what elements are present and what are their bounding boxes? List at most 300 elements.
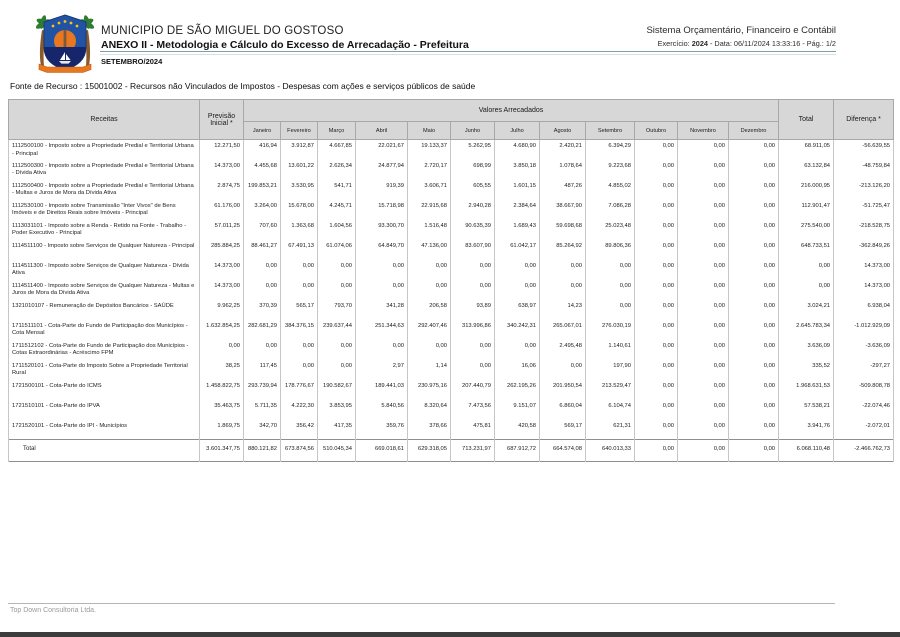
value-cell: 0,00 — [495, 280, 540, 300]
value-cell: 335,52 — [779, 360, 834, 380]
value-cell: 0,00 — [408, 340, 451, 360]
value-cell: 0,00 — [678, 400, 729, 420]
value-cell: 3.636,09 — [779, 340, 834, 360]
value-cell: 0,00 — [678, 280, 729, 300]
value-cell: 61.176,00 — [200, 200, 244, 220]
system-info-block — [646, 25, 836, 48]
value-cell: -1.012.929,09 — [834, 320, 894, 340]
receita-label: Total — [9, 440, 200, 462]
value-cell: 14.373,00 — [834, 260, 894, 280]
month-column-header: Agosto — [540, 122, 586, 140]
footer-company: Top Down Consultoria Ltda. — [10, 607, 96, 614]
value-cell: 3.530,95 — [281, 180, 318, 200]
value-cell: 416,94 — [244, 140, 281, 160]
value-cell: 14.373,00 — [200, 260, 244, 280]
value-cell: 0,00 — [729, 400, 779, 420]
value-cell: 510.045,34 — [318, 440, 356, 462]
receita-label: 1321010107 - Remuneração de Depósitos Bancários - SAÚDE — [9, 300, 200, 320]
receita-label: 1721500101 - Cota-Parte do ICMS — [9, 380, 200, 400]
receita-label: 1113031101 - Imposto sobre a Renda - Retido na Fonte - Trabalho - Poder Executivo - Principal — [9, 220, 200, 240]
value-cell: -2.466.762,73 — [834, 440, 894, 462]
value-cell: 199.853,21 — [244, 180, 281, 200]
value-cell: 83.607,90 — [451, 240, 495, 260]
value-cell: 0,00 — [678, 320, 729, 340]
value-cell: 2.720,17 — [408, 160, 451, 180]
value-cell: 1.140,61 — [586, 340, 635, 360]
value-cell: -297,27 — [834, 360, 894, 380]
month-column-header: Setembro — [586, 122, 635, 140]
value-cell: 63.132,84 — [779, 160, 834, 180]
value-cell: 0,00 — [678, 360, 729, 380]
value-cell: 0,00 — [540, 280, 586, 300]
value-cell: 2.495,48 — [540, 340, 586, 360]
value-cell: 0,00 — [729, 380, 779, 400]
value-cell: 313.996,86 — [451, 320, 495, 340]
value-cell: 0,00 — [356, 340, 408, 360]
value-cell: 0,00 — [678, 220, 729, 240]
value-cell: -213.126,20 — [834, 180, 894, 200]
value-cell: 0,00 — [729, 340, 779, 360]
value-cell: 1.604,56 — [318, 220, 356, 240]
value-cell: 0,00 — [729, 240, 779, 260]
value-cell: 61.074,06 — [318, 240, 356, 260]
table-row — [9, 140, 894, 160]
month-column-header: Março — [318, 122, 356, 140]
value-cell: 25.023,48 — [586, 220, 635, 240]
value-cell: 341,28 — [356, 300, 408, 320]
value-cell: -362.849,26 — [834, 240, 894, 260]
table-row — [9, 160, 894, 180]
value-cell: 0,00 — [729, 360, 779, 380]
value-cell: 88.461,27 — [244, 240, 281, 260]
table-row — [9, 380, 894, 400]
value-cell: 0,00 — [356, 280, 408, 300]
value-cell: 0,00 — [729, 440, 779, 462]
value-cell: 0,00 — [635, 140, 678, 160]
receita-label: 1711512102 - Cota-Parte do Fundo de Participação dos Municípios - Cotas Extraordinárias - Acréscimo FPM — [9, 340, 200, 360]
value-cell: 230.975,16 — [408, 380, 451, 400]
value-cell: 621,31 — [586, 420, 635, 440]
value-cell: 2.874,75 — [200, 180, 244, 200]
value-cell: 14,23 — [540, 300, 586, 320]
value-cell: 8.320,64 — [408, 400, 451, 420]
table-row — [9, 360, 894, 380]
value-cell: 12.271,50 — [200, 140, 244, 160]
value-cell: -3.636,09 — [834, 340, 894, 360]
value-cell: 0,00 — [678, 420, 729, 440]
value-cell: 3.912,87 — [281, 140, 318, 160]
value-cell: 4.455,68 — [244, 160, 281, 180]
value-cell: 2,97 — [356, 360, 408, 380]
value-cell: 0,00 — [779, 280, 834, 300]
value-cell: 629.318,05 — [408, 440, 451, 462]
value-cell: 38,25 — [200, 360, 244, 380]
value-cell: 7.086,28 — [586, 200, 635, 220]
table-row — [9, 240, 894, 260]
value-cell: 216.000,95 — [779, 180, 834, 200]
table-row — [9, 420, 894, 440]
value-cell: 0,00 — [408, 280, 451, 300]
revenue-table-wrap — [8, 99, 894, 462]
municipality-coat-of-arms-logo — [33, 9, 97, 75]
value-cell: 22.915,68 — [408, 200, 451, 220]
value-cell: 93,89 — [451, 300, 495, 320]
receita-label: 1721510101 - Cota-Parte do IPVA — [9, 400, 200, 420]
value-cell: 0,00 — [678, 300, 729, 320]
value-cell: 22.021,67 — [356, 140, 408, 160]
value-cell: 3.264,00 — [244, 200, 281, 220]
value-cell: 6.068.110,48 — [779, 440, 834, 462]
value-cell: 89.806,36 — [586, 240, 635, 260]
value-cell: 0,00 — [678, 340, 729, 360]
value-cell: 1.601,15 — [495, 180, 540, 200]
value-cell: 213.529,47 — [586, 380, 635, 400]
value-cell: 0,00 — [244, 260, 281, 280]
value-cell: 0,00 — [729, 320, 779, 340]
value-cell: 0,00 — [729, 140, 779, 160]
table-row — [9, 220, 894, 240]
value-cell: 0,00 — [451, 260, 495, 280]
value-cell: -2.072,01 — [834, 420, 894, 440]
value-cell: 475,81 — [451, 420, 495, 440]
value-cell: 669.018,61 — [356, 440, 408, 462]
value-cell: 239.637,44 — [318, 320, 356, 340]
value-cell: -22.074,46 — [834, 400, 894, 420]
value-cell: 1.458.822,75 — [200, 380, 244, 400]
value-cell: 19.133,37 — [408, 140, 451, 160]
value-cell: -51.725,47 — [834, 200, 894, 220]
value-cell: 0,00 — [635, 320, 678, 340]
receita-label: 1114511100 - Imposto sobre Serviços de Qualquer Natureza - Principal — [9, 240, 200, 260]
receita-label: 1112500400 - Imposto sobre a Propriedade Predial e Territorial Urbana - Multas e Juros de Mora da Dívida Ativa — [9, 180, 200, 200]
title-block — [101, 25, 469, 51]
value-cell: 0,00 — [281, 360, 318, 380]
value-cell: 15.678,00 — [281, 200, 318, 220]
value-cell: 2.420,21 — [540, 140, 586, 160]
value-cell: 0,00 — [678, 240, 729, 260]
value-cell: 0,00 — [635, 440, 678, 462]
value-cell: 356,42 — [281, 420, 318, 440]
value-cell: 3.941,76 — [779, 420, 834, 440]
value-cell: 420,58 — [495, 420, 540, 440]
value-cell: 3.853,95 — [318, 400, 356, 420]
value-cell: 370,39 — [244, 300, 281, 320]
value-cell: 293.739,94 — [244, 380, 281, 400]
table-row — [9, 300, 894, 320]
value-cell: 275.540,00 — [779, 220, 834, 240]
column-header-previsao-inicial: Previsão Inicial * — [200, 100, 244, 140]
value-cell: 0,00 — [635, 360, 678, 380]
value-cell: 9.151,07 — [495, 400, 540, 420]
value-cell: 61.042,17 — [495, 240, 540, 260]
lighthouse — [64, 30, 67, 47]
value-cell: 1,14 — [408, 360, 451, 380]
value-cell: 0,00 — [356, 260, 408, 280]
value-cell: 85.264,92 — [540, 240, 586, 260]
value-cell: 0,00 — [635, 220, 678, 240]
value-cell: 38.667,90 — [540, 200, 586, 220]
value-cell: 1.078,64 — [540, 160, 586, 180]
value-cell: 0,00 — [586, 280, 635, 300]
value-cell: 638,97 — [495, 300, 540, 320]
value-cell: -218.528,75 — [834, 220, 894, 240]
table-row — [9, 280, 894, 300]
value-cell: 0,00 — [200, 340, 244, 360]
value-cell: 0,00 — [729, 160, 779, 180]
value-cell: 47.136,00 — [408, 240, 451, 260]
value-cell: 0,00 — [451, 340, 495, 360]
value-cell: 57.011,25 — [200, 220, 244, 240]
value-cell: 4.667,85 — [318, 140, 356, 160]
value-cell: 0,00 — [318, 340, 356, 360]
footer-divider — [8, 603, 835, 604]
value-cell: 112.901,47 — [779, 200, 834, 220]
value-cell: 206,58 — [408, 300, 451, 320]
value-cell: 0,00 — [244, 340, 281, 360]
value-cell: 15.718,98 — [356, 200, 408, 220]
value-cell: 2.940,28 — [451, 200, 495, 220]
value-cell: 0,00 — [729, 180, 779, 200]
value-cell: 0,00 — [678, 140, 729, 160]
value-cell: 0,00 — [540, 260, 586, 280]
value-cell: 0,00 — [678, 200, 729, 220]
value-cell: 3.601.347,75 — [200, 440, 244, 462]
value-cell: 6.104,74 — [586, 400, 635, 420]
value-cell: 14.373,00 — [200, 280, 244, 300]
value-cell: 67.491,13 — [281, 240, 318, 260]
value-cell: 0,00 — [729, 420, 779, 440]
month-column-header: Fevereiro — [281, 122, 318, 140]
value-cell: 5.711,35 — [244, 400, 281, 420]
table-row — [9, 340, 894, 360]
value-cell: 3.850,18 — [495, 160, 540, 180]
column-header-total: Total — [779, 100, 834, 140]
value-cell: 0,00 — [729, 200, 779, 220]
value-cell: 64.849,70 — [356, 240, 408, 260]
value-cell: 0,00 — [244, 280, 281, 300]
value-cell: 0,00 — [729, 300, 779, 320]
value-cell: 178.776,67 — [281, 380, 318, 400]
value-cell: 0,00 — [318, 360, 356, 380]
value-cell: 6.394,29 — [586, 140, 635, 160]
value-cell: 90.635,39 — [451, 220, 495, 240]
value-cell: 0,00 — [678, 380, 729, 400]
value-cell: 0,00 — [678, 180, 729, 200]
month-column-header: Janeiro — [244, 122, 281, 140]
receita-label: 1711520101 - Cota-Parte do Imposto Sobre a Propriedade Territorial Rural — [9, 360, 200, 380]
exercise-year: 2024 — [691, 39, 708, 48]
value-cell: 0,00 — [586, 300, 635, 320]
value-cell: 14.373,00 — [200, 160, 244, 180]
value-cell: -48.759,84 — [834, 160, 894, 180]
window-bottom-edge — [0, 632, 900, 637]
value-cell: -56.639,55 — [834, 140, 894, 160]
value-cell: 262.195,26 — [495, 380, 540, 400]
value-cell: 5.840,56 — [356, 400, 408, 420]
table-total-row — [9, 440, 894, 462]
value-cell: 2.645.783,34 — [779, 320, 834, 340]
value-cell: 673.874,56 — [281, 440, 318, 462]
value-cell: 0,00 — [729, 220, 779, 240]
value-cell: 687.912,72 — [495, 440, 540, 462]
value-cell: 417,35 — [318, 420, 356, 440]
value-cell: 0,00 — [281, 280, 318, 300]
value-cell: 0,00 — [318, 260, 356, 280]
value-cell: 13.601,22 — [281, 160, 318, 180]
report-date-page: - Data: 06/11/2024 13:33:16 - Pág.: 1/2 — [707, 39, 836, 48]
system-title: Sistema Orçamentário, Financeiro e Contábil — [646, 25, 836, 36]
value-cell: 207.440,79 — [451, 380, 495, 400]
value-cell: 541,71 — [318, 180, 356, 200]
value-cell: 0,00 — [779, 260, 834, 280]
value-cell: 4.222,30 — [281, 400, 318, 420]
column-header-receitas: Receitas — [9, 100, 200, 140]
month-column-header: Junho — [451, 122, 495, 140]
value-cell: 4.245,71 — [318, 200, 356, 220]
receita-label: 1112530100 - Imposto sobre Transmissão "Inter Vivos" de Bens Imóveis e de Direitos Reais sobre Imóveis - Principal — [9, 200, 200, 220]
table-row — [9, 180, 894, 200]
table-row — [9, 320, 894, 340]
value-cell: 0,00 — [495, 340, 540, 360]
value-cell: 0,00 — [586, 260, 635, 280]
value-cell: 487,26 — [540, 180, 586, 200]
value-cell: 285.884,25 — [200, 240, 244, 260]
value-cell: 93.300,70 — [356, 220, 408, 240]
value-cell: 0,00 — [729, 280, 779, 300]
receita-label: 1711511101 - Cota-Parte do Fundo de Participação dos Municípios - Cota Mensal — [9, 320, 200, 340]
value-cell: 59.698,68 — [540, 220, 586, 240]
value-cell: 0,00 — [678, 440, 729, 462]
value-cell: 35.463,75 — [200, 400, 244, 420]
table-row — [9, 400, 894, 420]
value-cell: 793,70 — [318, 300, 356, 320]
value-cell: 0,00 — [635, 300, 678, 320]
value-cell: 197,90 — [586, 360, 635, 380]
municipality-name: MUNICIPIO DE SÃO MIGUEL DO GOSTOSO — [101, 25, 344, 37]
value-cell: 9.962,25 — [200, 300, 244, 320]
value-cell: 0,00 — [635, 260, 678, 280]
receita-label: 1112500300 - Imposto sobre a Propriedade Predial e Territorial Urbana - Dívida Ativa — [9, 160, 200, 180]
value-cell: 2.626,34 — [318, 160, 356, 180]
value-cell: 880.121,82 — [244, 440, 281, 462]
value-cell: 14.373,00 — [834, 280, 894, 300]
value-cell: 5.262,95 — [451, 140, 495, 160]
month-column-header: Julho — [495, 122, 540, 140]
value-cell: 0,00 — [495, 260, 540, 280]
report-meta — [646, 39, 836, 48]
value-cell: 648.733,51 — [779, 240, 834, 260]
value-cell: 6.860,04 — [540, 400, 586, 420]
value-cell: 292.407,46 — [408, 320, 451, 340]
value-cell: 4.680,90 — [495, 140, 540, 160]
value-cell: 16,06 — [495, 360, 540, 380]
value-cell: 664.574,08 — [540, 440, 586, 462]
value-cell: 0,00 — [451, 280, 495, 300]
value-cell: 0,00 — [635, 200, 678, 220]
value-cell: 6.938,04 — [834, 300, 894, 320]
column-header-valores-arrecadados: Valores Arrecadados — [244, 100, 779, 122]
value-cell: 282.681,29 — [244, 320, 281, 340]
header-divider — [100, 51, 836, 55]
value-cell: 3.024,21 — [779, 300, 834, 320]
table-row — [9, 200, 894, 220]
month-column-header: Outubro — [635, 122, 678, 140]
value-cell: 340.242,31 — [495, 320, 540, 340]
value-cell: 713.231,97 — [451, 440, 495, 462]
value-cell: 378,66 — [408, 420, 451, 440]
value-cell: 0,00 — [635, 280, 678, 300]
month-column-header: Novembro — [678, 122, 729, 140]
value-cell: 57.538,21 — [779, 400, 834, 420]
month-column-header: Abril — [356, 122, 408, 140]
value-cell: 569,17 — [540, 420, 586, 440]
value-cell: 0,00 — [635, 400, 678, 420]
value-cell: 0,00 — [635, 160, 678, 180]
value-cell: 276.030,19 — [586, 320, 635, 340]
value-cell: 0,00 — [635, 240, 678, 260]
value-cell: 919,39 — [356, 180, 408, 200]
funding-source-line: Fonte de Recurso : 15001002 - Recursos não Vinculados de Impostos - Despesas com ações e serviços públicos de saúde — [10, 81, 476, 91]
value-cell: 359,76 — [356, 420, 408, 440]
value-cell: 0,00 — [729, 260, 779, 280]
value-cell: 190.582,67 — [318, 380, 356, 400]
report-period: SETEMBRO/2024 — [101, 57, 163, 66]
value-cell: 342,70 — [244, 420, 281, 440]
value-cell: 0,00 — [540, 360, 586, 380]
value-cell: -509.808,78 — [834, 380, 894, 400]
value-cell: 0,00 — [635, 380, 678, 400]
value-cell: 384.376,15 — [281, 320, 318, 340]
value-cell: 0,00 — [281, 260, 318, 280]
table-row — [9, 260, 894, 280]
value-cell: 0,00 — [451, 360, 495, 380]
value-cell: 0,00 — [635, 340, 678, 360]
value-cell: 0,00 — [281, 340, 318, 360]
value-cell: 1.632.854,25 — [200, 320, 244, 340]
value-cell: 3.606,71 — [408, 180, 451, 200]
value-cell: 189.441,03 — [356, 380, 408, 400]
receita-label: 1114511400 - Imposto sobre Serviços de Qualquer Natureza - Multas e Juros de Mora da Dívida Ativa — [9, 280, 200, 300]
column-header-diferenca: Diferença * — [834, 100, 894, 140]
receita-label: 1721520101 - Cota-Parte do IPI - Municípios — [9, 420, 200, 440]
value-cell: 0,00 — [635, 180, 678, 200]
month-column-header: Maio — [408, 122, 451, 140]
value-cell: 2.384,64 — [495, 200, 540, 220]
value-cell: 0,00 — [408, 260, 451, 280]
value-cell: 68.911,05 — [779, 140, 834, 160]
value-cell: 1.968.631,53 — [779, 380, 834, 400]
value-cell: 1.689,43 — [495, 220, 540, 240]
receita-label: 1112500100 - Imposto sobre a Propriedade Predial e Territorial Urbana - Principal — [9, 140, 200, 160]
value-cell: 707,60 — [244, 220, 281, 240]
value-cell: 265.067,01 — [540, 320, 586, 340]
value-cell: 1.363,68 — [281, 220, 318, 240]
value-cell: 9.223,68 — [586, 160, 635, 180]
month-column-header: Dezembro — [729, 122, 779, 140]
table-header-row-1 — [9, 100, 894, 122]
value-cell: 0,00 — [678, 260, 729, 280]
value-cell: 4.855,02 — [586, 180, 635, 200]
value-cell: 201.950,54 — [540, 380, 586, 400]
value-cell: 0,00 — [678, 160, 729, 180]
value-cell: 640.013,33 — [586, 440, 635, 462]
value-cell: 0,00 — [318, 280, 356, 300]
value-cell: 698,99 — [451, 160, 495, 180]
value-cell: 1.869,75 — [200, 420, 244, 440]
value-cell: 7.473,56 — [451, 400, 495, 420]
value-cell: 1.516,48 — [408, 220, 451, 240]
value-cell: 251.344,63 — [356, 320, 408, 340]
